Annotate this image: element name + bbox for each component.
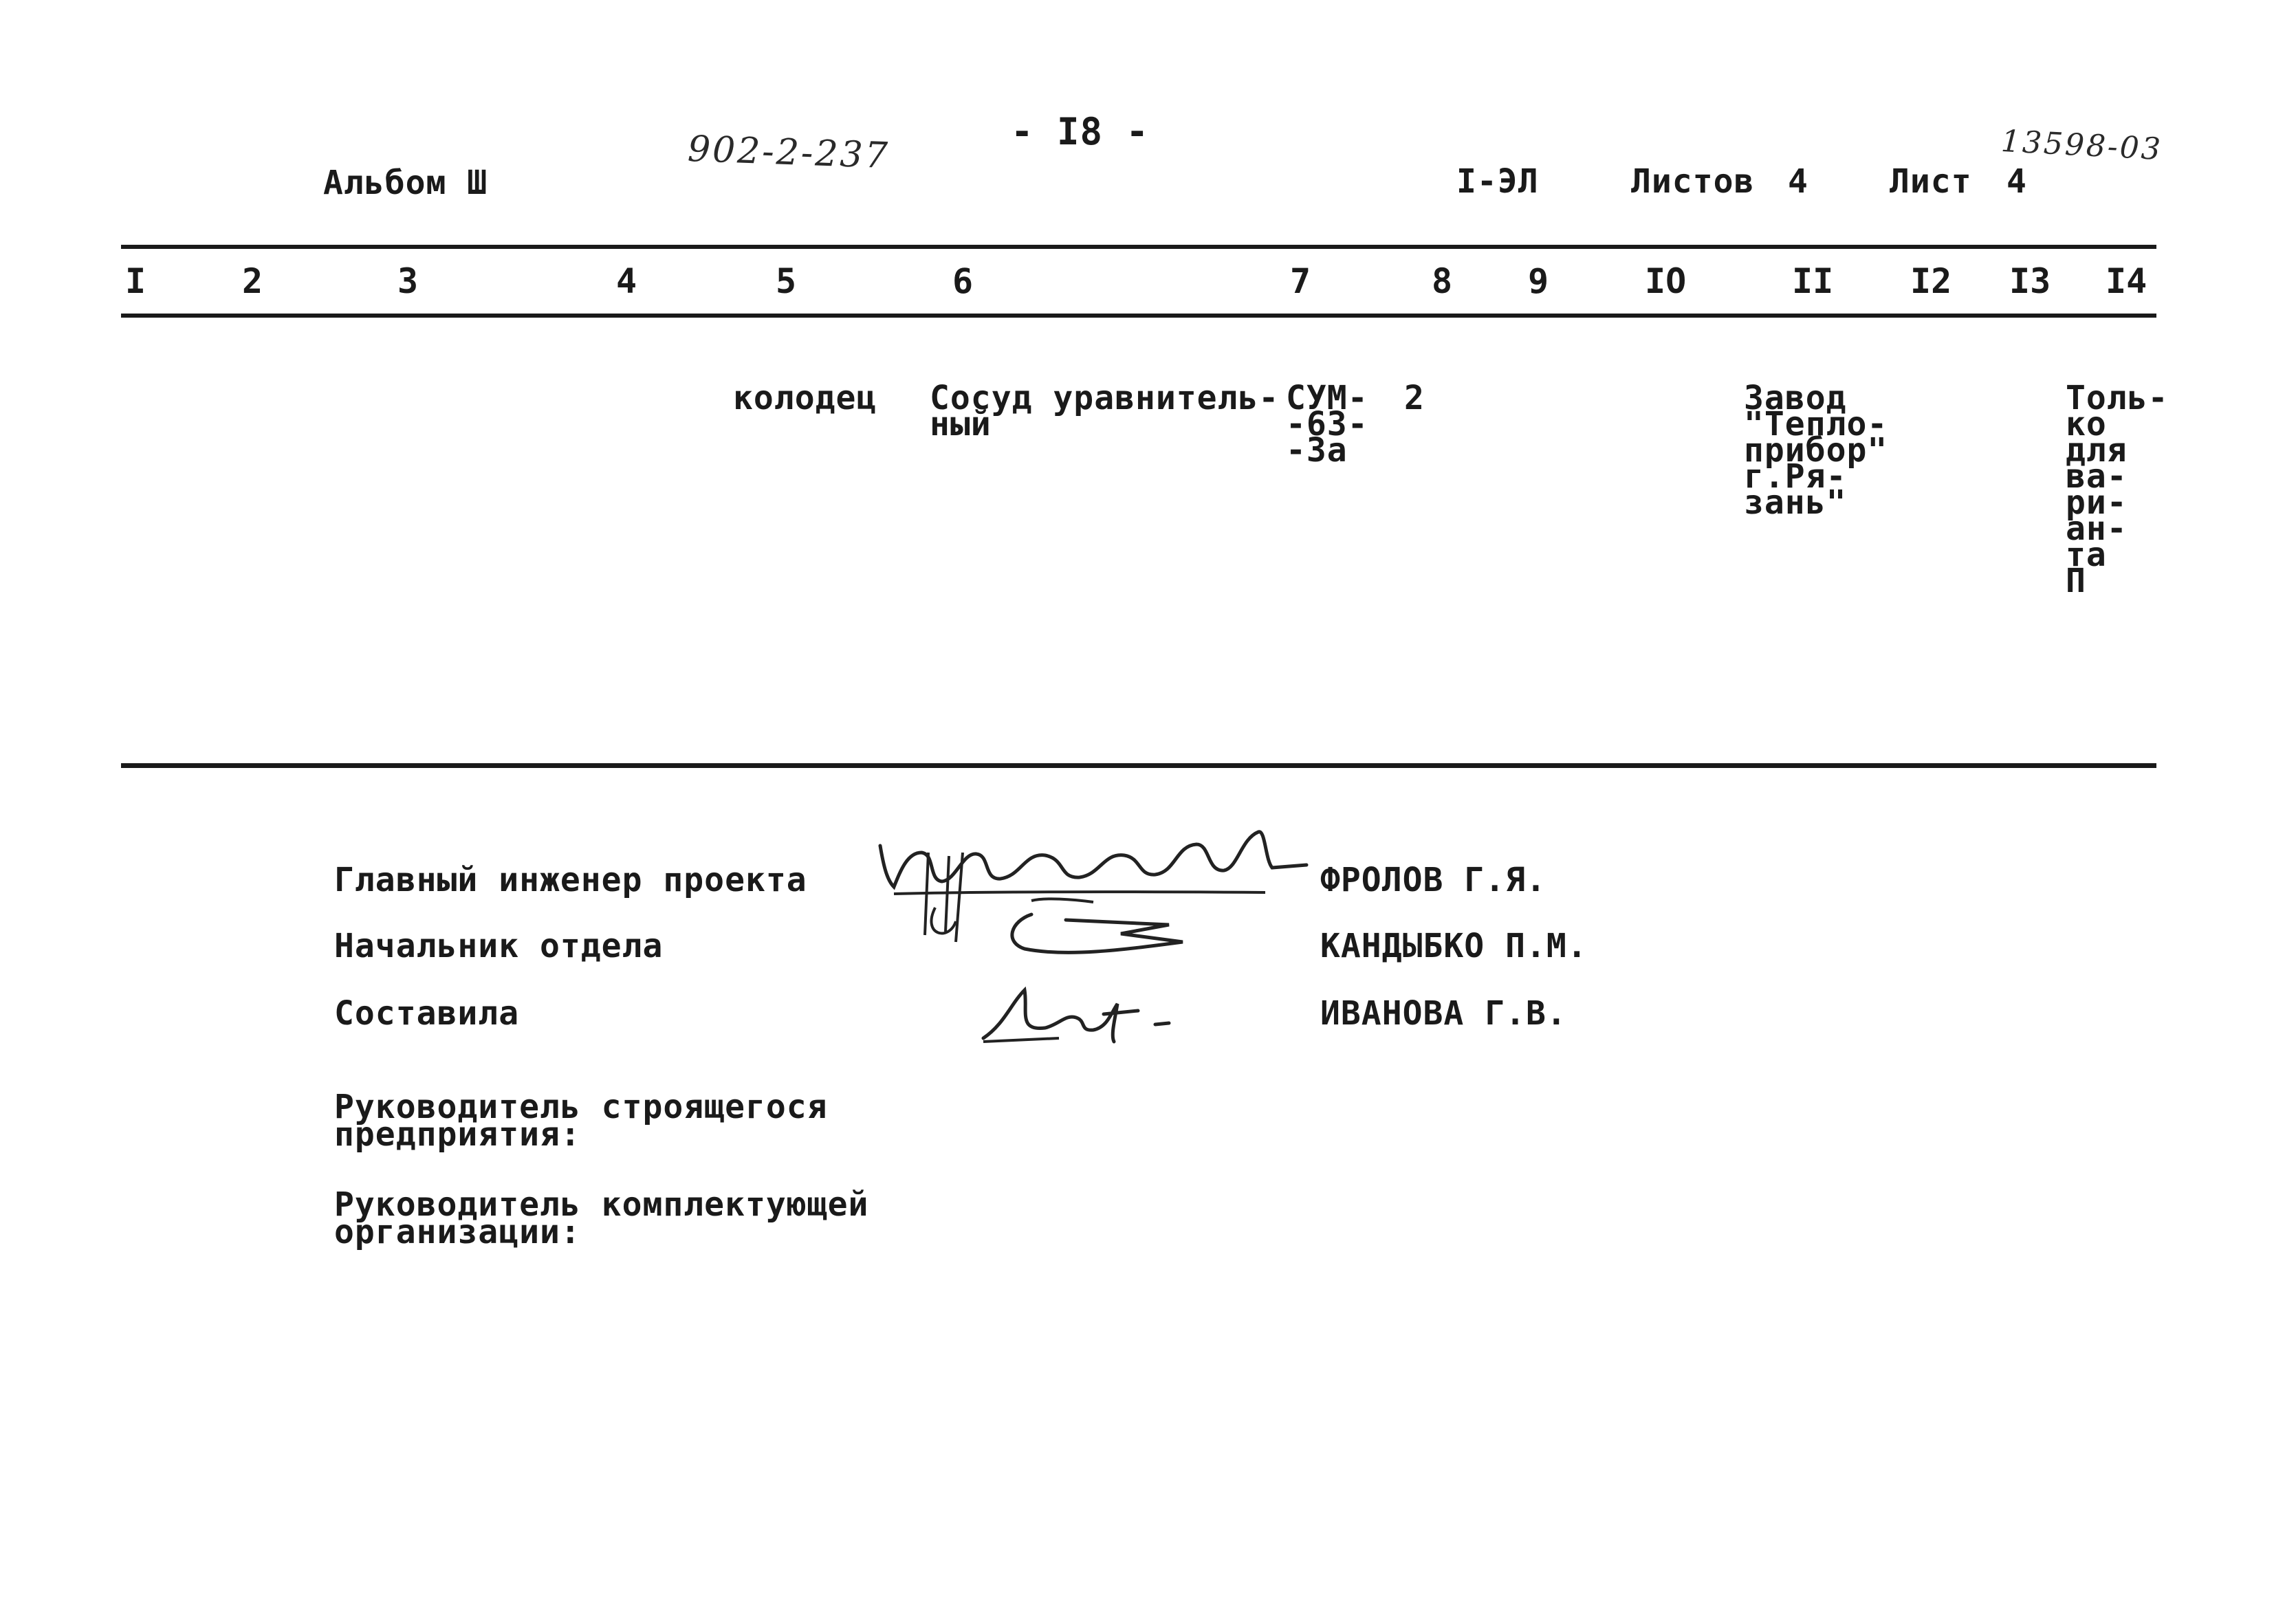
table-top-rule	[121, 245, 2156, 249]
table-cell-col5: колодец	[733, 379, 877, 417]
column-number-2: 2	[242, 261, 263, 301]
column-number-3: 3	[397, 261, 419, 301]
approval-supply-organization: Руководитель комплектующей организации:	[334, 1185, 869, 1251]
signature-role-department-head: Начальник отдела	[334, 927, 664, 965]
column-number-6: 6	[952, 261, 974, 301]
handwritten-signature-ivanova	[970, 976, 1176, 1052]
signature-role-compiler: Составила	[334, 994, 520, 1033]
table-cell-col14: Толь- ко для ва- ри- ан- та П	[2066, 379, 2169, 600]
table-header-rule	[121, 314, 2156, 318]
column-number-8: 8	[1432, 261, 1453, 301]
project-code: 902-2-237	[687, 128, 890, 177]
column-number-11: II	[1792, 261, 1834, 301]
page-number: - I8 -	[1011, 110, 1150, 153]
album-label: Альбом Ш	[323, 164, 488, 202]
section-code: I-ЭЛ	[1456, 162, 1539, 201]
signature-name-department-head: КАНДЫБКО П.М.	[1320, 927, 1588, 965]
table-cell-col11: Завод "Тепло- прибор" г.Ря- зань"	[1744, 379, 1888, 522]
column-number-12: I2	[1910, 261, 1952, 301]
column-number-4: 4	[616, 261, 637, 301]
column-number-9: 9	[1528, 261, 1549, 301]
handwritten-signature-kandybko	[983, 894, 1203, 969]
sheet-label: Лист	[1890, 162, 1972, 201]
column-number-10: IO	[1645, 261, 1687, 301]
column-number-7: 7	[1290, 261, 1311, 301]
table-cell-col6: Сосуд уравнитель- ный	[930, 379, 1280, 443]
table-cell-col8: 2	[1404, 379, 1425, 417]
column-number-14: I4	[2106, 261, 2147, 301]
sheet-value: 4	[2007, 162, 2027, 201]
column-number-1: I	[125, 261, 146, 301]
signature-role-chief-engineer: Главный инженер проекта	[334, 861, 807, 899]
table-bottom-rule	[121, 763, 2156, 768]
table-cell-col7: СУМ- -63- -3а	[1286, 379, 1368, 470]
approval-construction-enterprise: Руководитель строящегося предприятия:	[334, 1088, 828, 1154]
sheets-count-value: 4	[1788, 162, 1808, 201]
column-number-13: I3	[2009, 261, 2051, 301]
sheets-count-label: Листов	[1631, 162, 1755, 201]
signature-name-compiler: ИВАНОВА Г.В.	[1320, 994, 1567, 1033]
inventory-number: 13598-03	[2000, 123, 2164, 168]
column-number-5: 5	[776, 261, 797, 301]
signature-name-chief-engineer: ФРОЛОВ Г.Я.	[1320, 861, 1546, 899]
